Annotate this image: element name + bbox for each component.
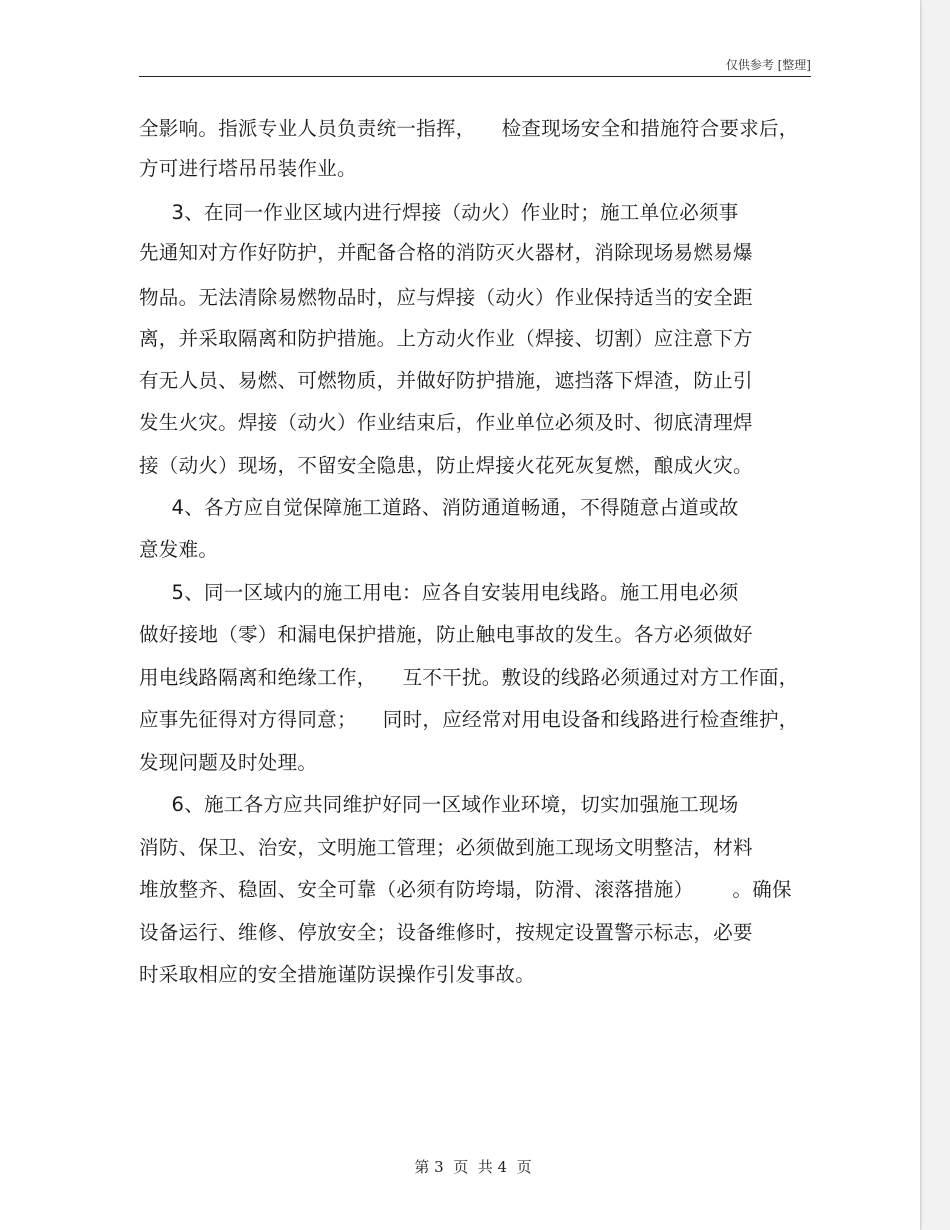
body-line: 离，并采取隔离和防护措施。上方动火作业（焊接、切割）应注意下方 <box>139 327 753 350</box>
body-line: 接（动火）现场，不留安全隐患，防止焊接火花死灰复燃，酿成火灾。 <box>139 454 753 477</box>
body-line: 物品。无法清除易燃物品时，应与焊接（动火）作业保持适当的安全距 <box>139 286 753 309</box>
paragraph-line: 6、施工各方应共同维护好同一区域作业环境，切实加强施工现场 <box>139 793 739 816</box>
body-line: 用电线路隔离和绝缘工作， 互不干扰。敷设的线路必须通过对方工作面， <box>139 666 799 689</box>
header-label: 仅供参考 [整理] <box>725 58 811 72</box>
body-line: 堆放整齐、稳固、安全可靠（必须有防垮塌，防滑、滚落措施） 。确保 <box>139 878 792 901</box>
body-line: 有无人员、易燃、可燃物质，并做好防护措施，遮挡落下焊渣，防止引 <box>139 369 753 392</box>
paragraph-line: 3、在同一作业区域内进行焊接（动火）作业时；施工单位必须事 <box>139 201 739 224</box>
paragraph-line: 4、各方应自觉保障施工道路、消防通道畅通，不得随意占道或故 <box>139 496 739 519</box>
body-line: 意发难。 <box>139 538 219 561</box>
paragraph-line: 5、同一区域内的施工用电：应各自安装用电线路。施工用电必须 <box>139 581 739 604</box>
page-number: 第 3 页 共 4 页 <box>414 1158 532 1176</box>
page-header <box>139 54 811 77</box>
body-line: 发现问题及时处理。 <box>139 751 318 774</box>
body-line: 做好接地（零）和漏电保护措施，防止触电事故的发生。各方必须做好 <box>139 623 753 646</box>
body-line: 方可进行塔吊吊装作业。 <box>139 157 357 180</box>
body-line: 应事先征得对方得同意； 同时，应经常对用电设备和线路进行检查维护， <box>139 708 799 731</box>
body-line: 时采取相应的安全措施谨防误操作引发事故。 <box>139 963 536 986</box>
body-line: 先通知对方作好防护，并配备合格的消防灭火器材，消除现场易燃易爆 <box>139 241 753 264</box>
body-line: 设备运行、维修、停放安全；设备维修时，按规定设置警示标志，必要 <box>139 921 753 944</box>
body-line: 发生火灾。焊接（动火）作业结束后，作业单位必须及时、彻底清理焊 <box>139 411 753 434</box>
body-line: 全影响。指派专业人员负责统一指挥， 检查现场安全和措施符合要求后， <box>139 117 799 140</box>
body-line: 消防、保卫、治安，文明施工管理；必须做到施工现场文明整洁，材料 <box>139 836 753 859</box>
